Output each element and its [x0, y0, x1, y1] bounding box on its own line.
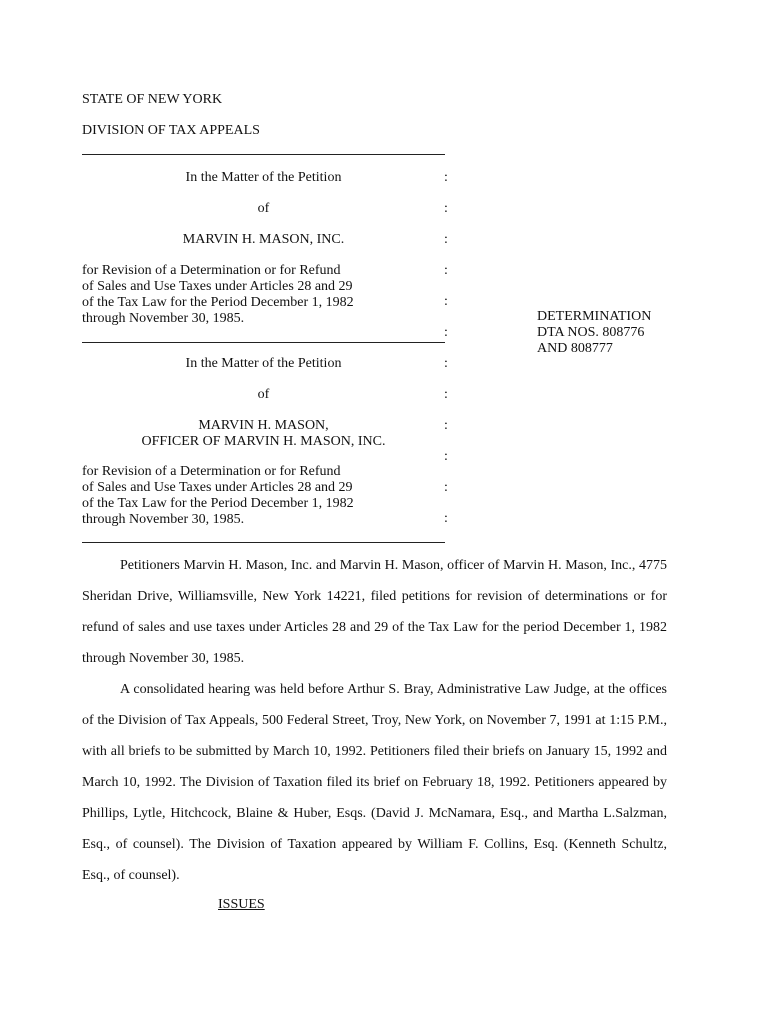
caption2-revision-line: of the Tax Law for the Period December 1, 1982: [82, 496, 354, 511]
caption2-matter: In the Matter of the Petition: [185, 356, 342, 371]
caption-colon: :: [444, 511, 448, 526]
issues-heading: ISSUES: [218, 897, 265, 912]
caption-colon: :: [444, 480, 448, 495]
determination-block: [537, 309, 651, 357]
caption2-revision-line: through November 30, 1985.: [82, 512, 245, 527]
caption2-of: of: [257, 387, 270, 402]
caption-colon: :: [444, 418, 448, 433]
caption-colon: :: [444, 170, 448, 185]
caption-colon: :: [444, 294, 448, 309]
caption-top-rule: [82, 154, 445, 155]
caption1-of: of: [257, 201, 270, 216]
caption-colon: :: [444, 356, 448, 371]
determination-title: DETERMINATION: [537, 309, 652, 324]
caption1-revision-line: through November 30, 1985.: [82, 311, 245, 326]
state-heading: STATE OF NEW YORK: [82, 92, 223, 107]
caption2-revision-line: for Revision of a Determination or for Refund: [82, 464, 341, 479]
caption-colon: :: [444, 232, 448, 247]
caption1-matter: In the Matter of the Petition: [185, 170, 342, 185]
caption2-petitioner: [82, 418, 445, 450]
caption1-revision-line: of Sales and Use Taxes under Articles 28 and 29: [82, 279, 353, 294]
caption1-revision-line: for Revision of a Determination or for Refund: [82, 263, 341, 278]
dta-numbers-line1: DTA NOS. 808776: [537, 325, 645, 340]
body-paragraph-hearing: A consolidated hearing was held before Arthur S. Bray, Administrative Law Judge, at the offices of the Division of Tax Appeals, 500 Federal Street, Troy, New York, on November 7, 1991 at 1:15 P.M., with all briefs to be submitted by March 10, 1992. Petitioners filed their briefs on January 15, 1992 and March 10, 1992. The Division of Taxation filed its brief on February 18, 1992. Petitioners appeared by Phillips, Lytle, Hitchcock, Blaine & Huber, Esqs. (David J. McNamara, Esq., and Martha L.Salzman, Esq., of counsel). The Division of Taxation appeared by William F. Collins, Esq. (Kenneth Schultz, Esq., of counsel).: [82, 682, 667, 883]
caption-colon: :: [444, 387, 448, 402]
division-heading: DIVISION OF TAX APPEALS: [82, 123, 260, 138]
caption2-revision-line: of Sales and Use Taxes under Articles 28 and 29: [82, 480, 353, 495]
caption-colon: :: [444, 325, 448, 340]
caption2-petitioner-line2: OFFICER OF MARVIN H. MASON, INC.: [141, 434, 386, 449]
caption-colon: :: [444, 201, 448, 216]
body-paragraph-petitioners: Petitioners Marvin H. Mason, Inc. and Marvin H. Mason, officer of Marvin H. Mason, Inc., 4775 Sheridan Drive, Williamsville, New York 14221, filed petitions for revision of determinations or for refund of sales and use taxes under Articles 28 and 29 of the Tax Law for the period December 1, 1982 through November 30, 1985.: [82, 558, 667, 666]
caption-middle-rule: [82, 342, 445, 343]
caption1-revision: [82, 263, 354, 327]
caption2-revision: [82, 464, 354, 528]
caption-colon: :: [444, 449, 448, 464]
caption1-revision-line: of the Tax Law for the Period December 1, 1982: [82, 295, 354, 310]
caption-colon: :: [444, 263, 448, 278]
caption-bottom-rule: [82, 542, 445, 543]
caption2-petitioner-line1: MARVIN H. MASON,: [198, 418, 329, 433]
caption1-petitioner: MARVIN H. MASON, INC.: [182, 232, 345, 247]
dta-numbers-line2: AND 808777: [537, 341, 613, 356]
